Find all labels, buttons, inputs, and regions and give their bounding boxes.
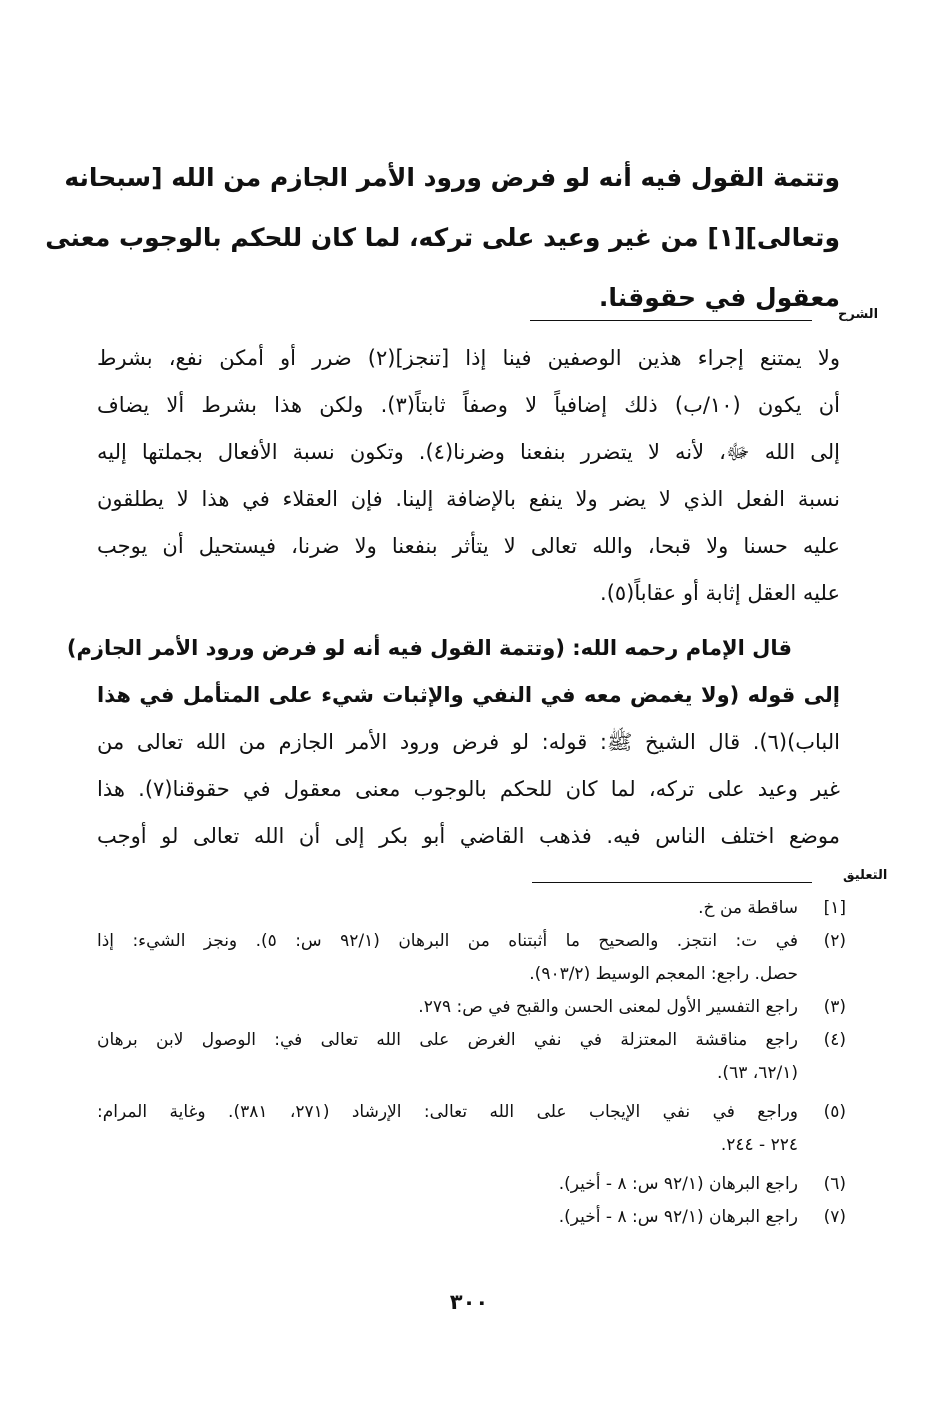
footnote-item (97, 925, 846, 991)
commentary-line: ولا يمتنع إجراء هذين الوصفين فينا إذا [تنجز](٢) ضرر أو أمكن نفع، بشرط (97, 346, 840, 370)
commentary-line: موضع اختلف الناس فيه. فذهب القاضي أبو بكر إلى أن الله تعالى لو أوجب (97, 824, 840, 848)
footnote-text: راجع البرهان (٩٢/١ س: ٨ - أخير). (558, 1174, 798, 1194)
footnote-text: (٦٢/١، ٦٣). (717, 1063, 798, 1083)
commentary-line: أن يكون (١٠/ب) ذلك إضافياً لا وصفاً ثابتاً(٣). ولكن هذا بشرط ألا يضاف (97, 393, 841, 417)
footnote-number: (٧) (823, 1207, 846, 1227)
taaliq-label: التعليق (843, 868, 888, 883)
main-text-line: وتعالى][١] من غير وعيد على تركه، لما كان للحكم بالوجوب معنى (45, 223, 840, 252)
footnote-text: وراجع في نفي الإيجاب على الله تعالى: الإرشاد (٢٧١، ٣٨١). وغاية المرام: (97, 1102, 798, 1122)
footnote-text: راجع مناقشة المعتزلة في نفي الغرض على الله تعالى في: الوصول لابن برهان (97, 1030, 798, 1050)
footnote-number: (٦) (823, 1174, 846, 1194)
taaliq-divider (532, 882, 812, 883)
footnote-text: في ت: انتجز. والصحيح ما أثبتناه من البرهان (٩٢/١ س: ٥). ونجز الشيء: إذا (97, 931, 798, 951)
footnote-number: (٣) (823, 997, 846, 1017)
commentary-line: قال الإمام رحمه الله: (وتتمة القول فيه أنه لو فرض ورود الأمر الجازم) (66, 636, 792, 660)
footnote-number: (٢) (823, 931, 846, 951)
footnote-text: راجع التفسير الأول لمعنى الحسن والقبح في ص: ٢٧٩. (418, 997, 798, 1017)
commentary-line: غير وعيد على تركه، لما كان للحكم بالوجوب معنى معقول في حقوقنا(٧). هذا (97, 777, 840, 801)
footnote-item (97, 1168, 846, 1201)
footnote-item (97, 1024, 846, 1090)
commentary-line: عليه العقل إثابة أو عقاباً(٥). (600, 581, 840, 605)
main-text-block (45, 148, 840, 328)
footnote-number: (٥) (823, 1102, 846, 1122)
footnote-text: حصل. راجع: المعجم الوسيط (٩٠٣/٢). (529, 964, 798, 984)
page-number: ٣٠٠ (449, 1290, 489, 1314)
commentary-line: عليه حسنا ولا قبحا، والله تعالى لا يتأثر بنفعنا ولا ضرنا، فيستحيل أن يوجب (97, 534, 840, 558)
commentary-line: إلى قوله (ولا يغمض معه في النفي والإثبات شيء على المتأمل في هذا (97, 683, 840, 707)
commentary-block (66, 335, 841, 860)
footnote-text: راجع البرهان (٩٢/١ س: ٨ - أخير). (558, 1207, 798, 1227)
sharh-label: الشرح (838, 307, 879, 322)
commentary-line: إلى الله ﷻ، لأنه لا يتضرر بنفعنا وضرنا(٤). وتكون نسبة الأفعال بجملتها إليه (97, 440, 840, 464)
footnote-number: (٤) (823, 1030, 846, 1050)
sharh-divider (530, 320, 812, 321)
footnote-number: [١] (823, 898, 846, 918)
footnote-item (97, 892, 846, 925)
footnote-item (97, 1201, 846, 1234)
commentary-line: نسبة الفعل الذي لا يضر ولا ينفع بالإضافة إلينا. فإن العقلاء في هذا لا يطلقون (97, 487, 840, 511)
main-text-line: وتتمة القول فيه أنه لو فرض ورود الأمر الجازم من الله [سبحانه (64, 163, 840, 192)
footnote-text: ٢٢٤ - ٢٤٤. (720, 1135, 798, 1155)
footnotes (97, 892, 846, 1234)
footnote-item (97, 1096, 846, 1162)
footnote-text: ساقطة من خ. (698, 898, 798, 918)
main-text-line: معقول في حقوقنا. (598, 283, 840, 312)
commentary-line: الباب)(٦). قال الشيخ ﷺ: قوله: لو فرض ورود الأمر الجازم من الله تعالى من (97, 730, 840, 754)
footnote-item (97, 991, 846, 1024)
